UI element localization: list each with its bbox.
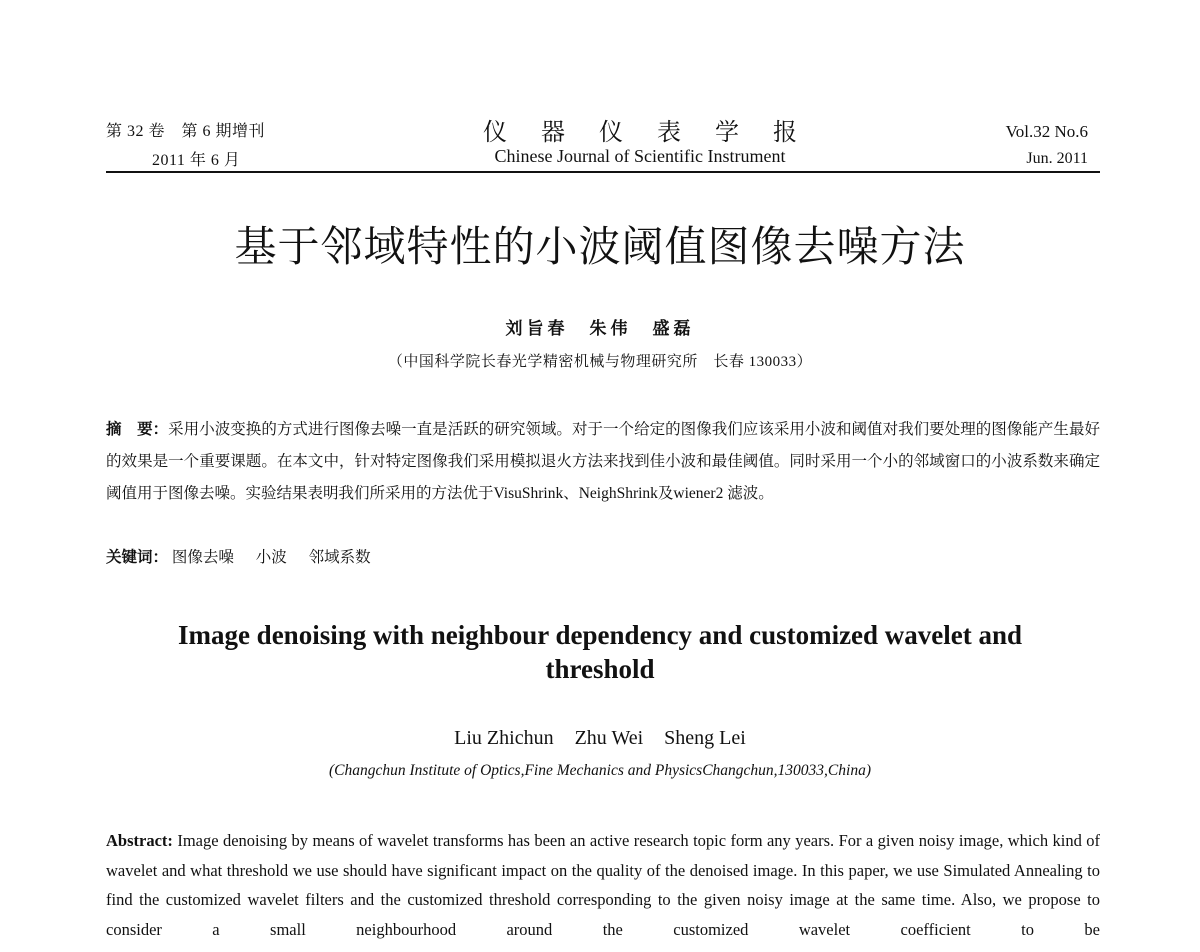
author-name: Zhu Wei xyxy=(574,727,644,749)
keywords-label-cn: 关键词： xyxy=(106,549,169,566)
header-rule xyxy=(106,171,1100,173)
keywords-cn xyxy=(106,542,1100,574)
affiliation-cn: （中国科学院长春光学精密机械与物理研究所 长春 130033） xyxy=(387,354,813,370)
author-name: Liu Zhichun xyxy=(454,727,554,749)
keyword: 邻域系数 xyxy=(308,549,371,566)
journal-name-cn: 仪器仪表学报 xyxy=(483,120,831,146)
author-name: Sheng Lei xyxy=(664,727,746,749)
volume-issue-cn: 第 32 卷 第 6 期增刊 xyxy=(106,123,266,140)
authors-en xyxy=(0,727,1200,750)
abstract-text-en: Image denoising by means of wavelet transforms has been an active research topic form any years. For a given noisy image, which kind of wavelet and what threshold we use should have significant impact on the quality of the denoised image. In this paper, we use Simulated Annealing to find the customized wavelet filters and the customized threshold corresponding to the given noisy image at the same time. Also, we propose to consider a small neighbourhood around the customized wavelet coefficient to be xyxy=(106,831,1101,939)
volume-issue-en: Vol.32 No.6 xyxy=(1005,122,1088,141)
affiliation-en: (Changchun Institute of Optics,Fine Mechanics and PhysicsChangchun,130033,China) xyxy=(329,762,871,779)
authors-cn: 刘旨春 朱伟 盛磊 xyxy=(505,319,695,338)
date-cn: 2011 年 6 月 xyxy=(152,152,241,169)
paper-title-cn: 基于邻域特性的小波阈值图像去噪方法 xyxy=(234,222,966,271)
journal-name-en: Chinese Journal of Scientific Instrument xyxy=(494,146,786,166)
abstract-text-cn: 采用小波变换的方式进行图像去噪一直是活跃的研究领域。对于一个给定的图像我们应该采用小波和阈值对我们要处理的图像能产生最好的效果是一个重要课题。在本文中，针对特定图像我们采用模拟退火方法来找到佳小波和最佳阈值。同时采用一个小的邻域窗口的小波系数来确定阈值用于图像去噪。实验结果表明我们所采用的方法优于VisuShrink、NeighShrink及wiener2 滤波。 xyxy=(106,421,1100,502)
keyword: 图像去噪 xyxy=(171,549,234,566)
abstract-cn xyxy=(106,414,1100,510)
date-en: Jun. 2011 xyxy=(1026,150,1088,167)
abstract-en xyxy=(106,826,1100,944)
abstract-label-en: Abstract: xyxy=(106,831,173,850)
paper-title-en: Image denoising with neighbour dependency and customized wavelet and threshold xyxy=(177,620,1023,684)
abstract-label-cn: 摘 要： xyxy=(106,421,169,438)
keyword: 小波 xyxy=(255,549,287,566)
